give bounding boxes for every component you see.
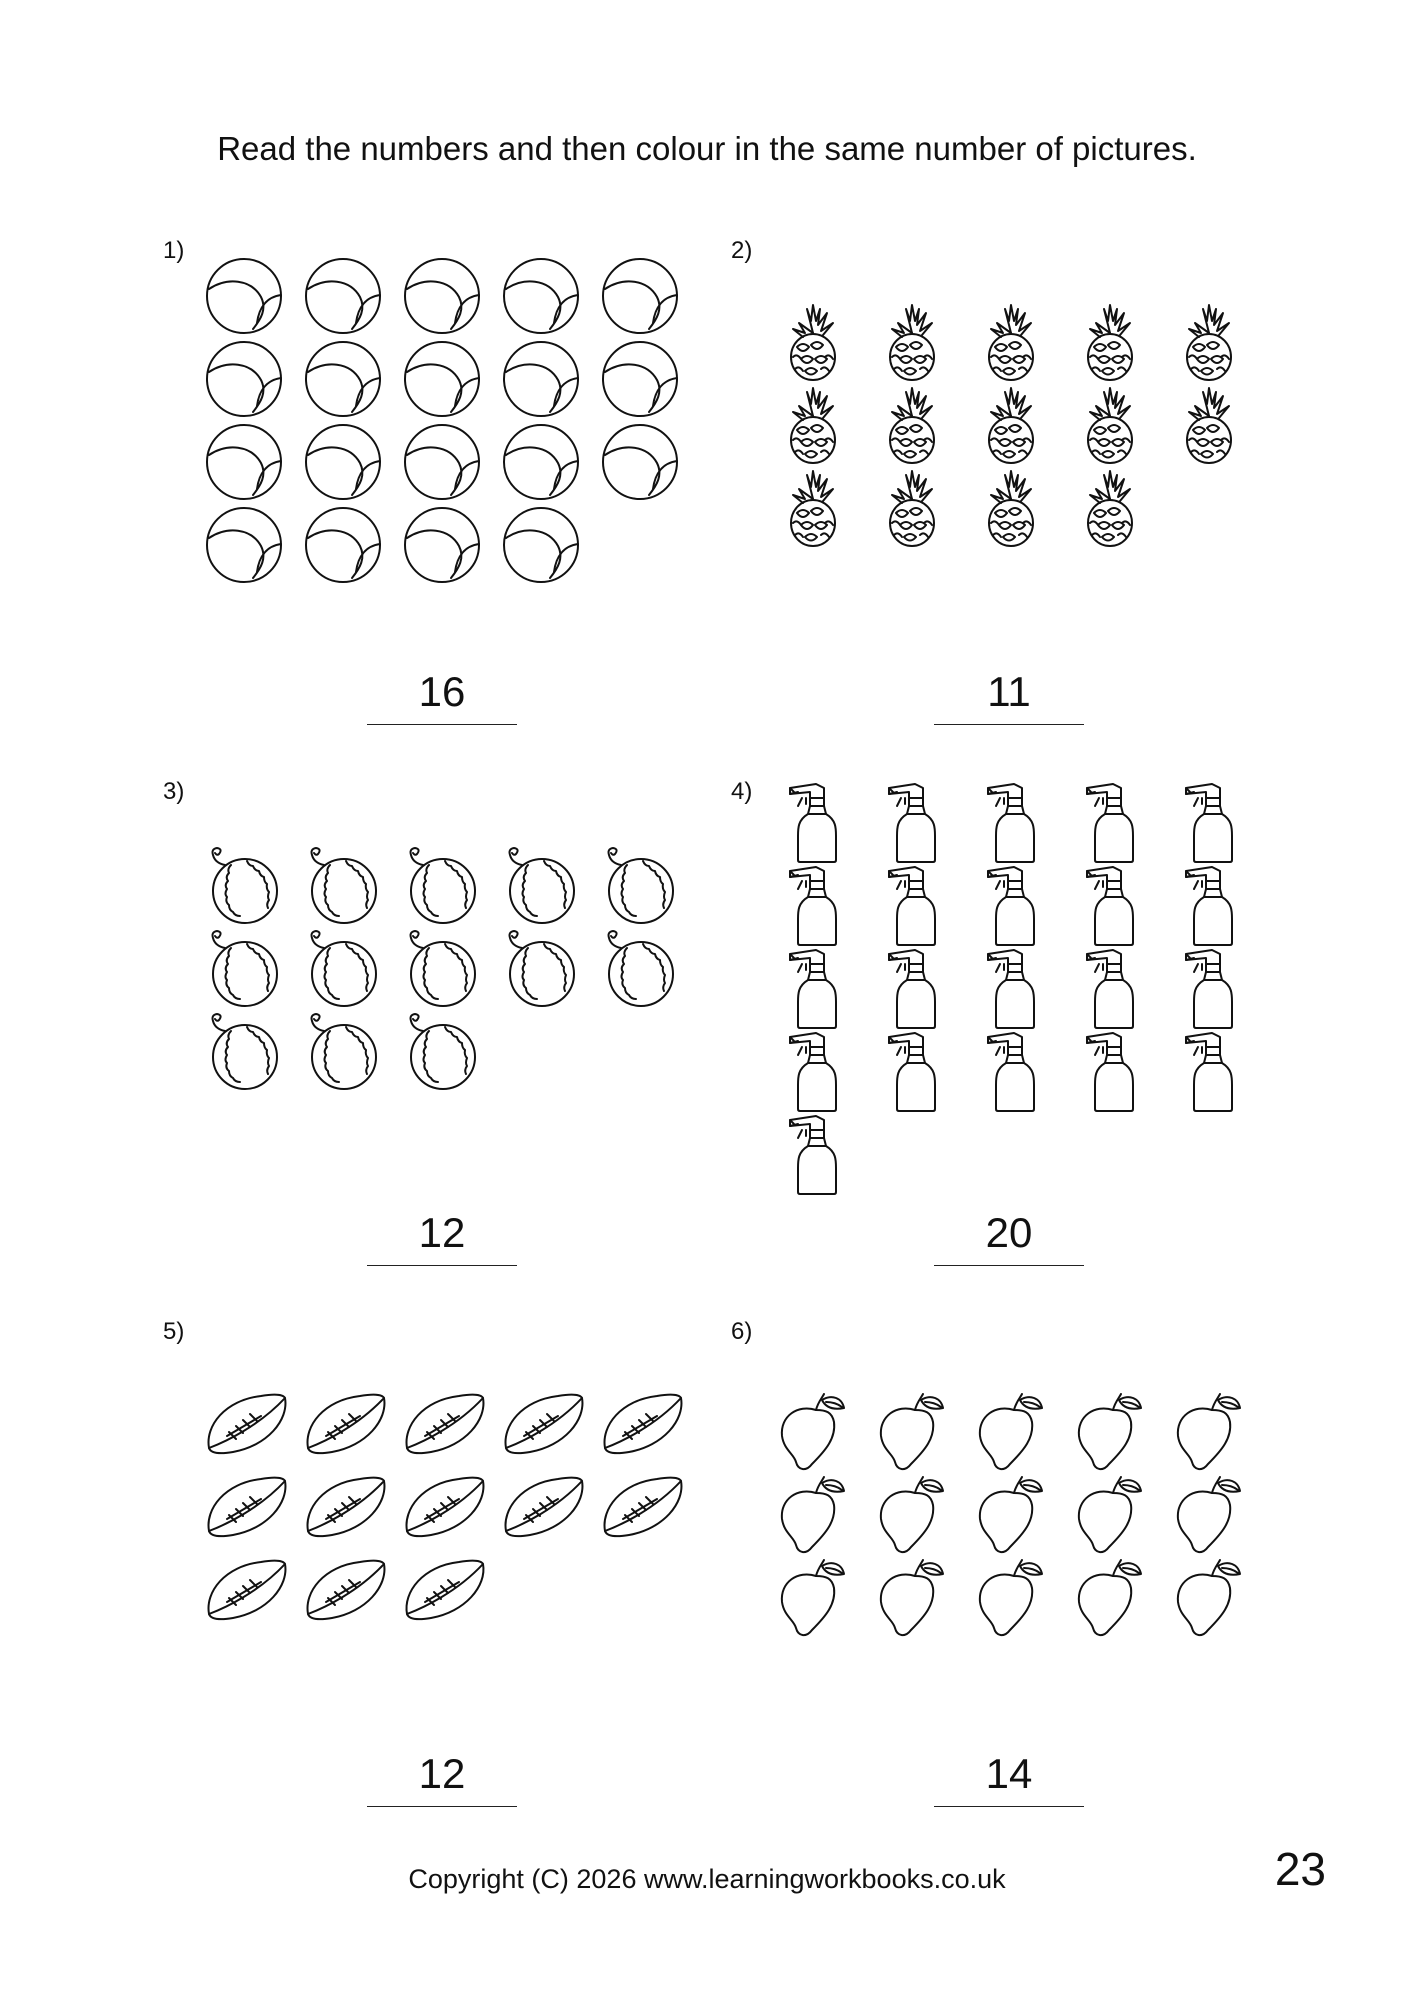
watermelon-icon[interactable] [399,1011,479,1091]
tennis-ball-icon[interactable] [601,340,679,418]
tennis-ball-icon[interactable] [502,423,580,501]
watermelon-icon[interactable] [399,928,479,1008]
problem-1-number: 16 [418,668,466,715]
problem-1-answer-line [367,724,517,725]
copyright-footer: Copyright (C) 2026 www.learningworkbooks.co.uk [408,1864,1006,1894]
spray-bottle-icon[interactable] [788,782,848,864]
watermelon-icon[interactable] [201,845,281,925]
rugby-ball-icon[interactable] [302,1558,388,1622]
spray-bottle-icon[interactable] [788,1031,848,1113]
tennis-ball-icon[interactable] [205,340,283,418]
tennis-ball-icon[interactable] [601,257,679,335]
page-number: 23 [1274,1843,1326,1895]
mango-icon[interactable] [776,1556,848,1638]
watermelon-icon[interactable] [597,845,677,925]
mango-icon[interactable] [974,1390,1046,1472]
watermelon-icon[interactable] [300,928,380,1008]
pineapple-icon[interactable] [1181,303,1237,381]
problem-5-label: 5) [163,1318,185,1345]
spray-bottle-icon[interactable] [788,865,848,947]
tennis-ball-icon[interactable] [502,257,580,335]
watermelon-icon[interactable] [201,1011,281,1091]
spray-bottle-icon[interactable] [1085,948,1145,1030]
tennis-ball-icon[interactable] [403,340,481,418]
mango-icon[interactable] [1073,1556,1145,1638]
problem-4-number: 20 [985,1209,1033,1256]
instructions: Read the numbers and then colour in the same number of pictures. [217,130,1197,167]
pineapple-icon[interactable] [884,469,940,547]
tennis-ball-icon[interactable] [205,257,283,335]
rugby-ball-icon[interactable] [500,1475,586,1539]
problem-3-answer-line [367,1265,517,1266]
mango-icon[interactable] [875,1390,947,1472]
watermelon-icon[interactable] [597,928,677,1008]
watermelon-icon[interactable] [300,1011,380,1091]
problem-2-label: 2) [731,237,753,264]
spray-bottle-icon[interactable] [788,948,848,1030]
problem-4-label: 4) [731,778,753,805]
pineapple-icon[interactable] [983,469,1039,547]
rugby-ball-icon[interactable] [203,1558,289,1622]
tennis-ball-icon[interactable] [403,257,481,335]
tennis-ball-icon[interactable] [403,423,481,501]
mango-icon[interactable] [776,1473,848,1555]
pineapple-icon[interactable] [1082,303,1138,381]
mango-icon[interactable] [1073,1390,1145,1472]
pineapple-icon[interactable] [983,303,1039,381]
pineapple-icon[interactable] [1181,386,1237,464]
spray-bottle-icon[interactable] [1085,782,1145,864]
spray-bottle-icon[interactable] [1184,782,1244,864]
watermelon-icon[interactable] [300,845,380,925]
problem-4-answer-line [934,1265,1084,1266]
tennis-ball-icon[interactable] [205,423,283,501]
rugby-ball-icon[interactable] [302,1392,388,1456]
rugby-ball-icon[interactable] [599,1475,685,1539]
tennis-ball-icon[interactable] [304,423,382,501]
rugby-ball-icon[interactable] [203,1392,289,1456]
rugby-ball-icon[interactable] [500,1392,586,1456]
rugby-ball-icon[interactable] [203,1475,289,1539]
problem-6-label: 6) [731,1318,753,1345]
tennis-ball-icon[interactable] [601,423,679,501]
problem-2-number: 11 [987,668,1031,715]
mango-icon[interactable] [974,1556,1046,1638]
rugby-ball-icon[interactable] [302,1475,388,1539]
spray-bottle-icon[interactable] [887,948,947,1030]
rugby-ball-icon[interactable] [401,1475,487,1539]
spray-bottle-icon[interactable] [887,865,947,947]
problem-1-label: 1) [163,237,185,264]
pineapple-icon[interactable] [884,303,940,381]
watermelon-icon[interactable] [498,928,578,1008]
spray-bottle-icon[interactable] [986,1031,1046,1113]
rugby-ball-icon[interactable] [599,1392,685,1456]
spray-bottle-icon[interactable] [1184,1031,1244,1113]
pineapple-icon[interactable] [983,386,1039,464]
spray-bottle-icon[interactable] [1184,865,1244,947]
tennis-ball-icon[interactable] [304,257,382,335]
mango-icon[interactable] [875,1556,947,1638]
rugby-ball-icon[interactable] [401,1392,487,1456]
problem-5-answer-line [367,1806,517,1807]
mango-icon[interactable] [974,1473,1046,1555]
pineapple-icon[interactable] [785,386,841,464]
pineapple-icon[interactable] [785,469,841,547]
spray-bottle-icon[interactable] [788,1114,848,1196]
tennis-ball-icon[interactable] [205,506,283,584]
spray-bottle-icon[interactable] [986,948,1046,1030]
spray-bottle-icon[interactable] [887,1031,947,1113]
problem-2-answer-line [934,724,1084,725]
spray-bottle-icon[interactable] [1085,865,1145,947]
problem-3-number: 12 [418,1209,466,1256]
problem-3-label: 3) [163,778,185,805]
mango-icon[interactable] [1172,1390,1244,1472]
pineapple-icon[interactable] [1082,386,1138,464]
tennis-ball-icon[interactable] [502,506,580,584]
spray-bottle-icon[interactable] [986,865,1046,947]
mango-icon[interactable] [1172,1473,1244,1555]
rugby-ball-icon[interactable] [401,1558,487,1622]
spray-bottle-icon[interactable] [986,782,1046,864]
pineapple-icon[interactable] [785,303,841,381]
watermelon-icon[interactable] [498,845,578,925]
mango-icon[interactable] [776,1390,848,1472]
mango-icon[interactable] [1073,1473,1145,1555]
watermelon-icon[interactable] [399,845,479,925]
problem-6-answer-line [934,1806,1084,1807]
pineapple-icon[interactable] [1082,469,1138,547]
tennis-ball-icon[interactable] [304,506,382,584]
mango-icon[interactable] [1172,1556,1244,1638]
spray-bottle-icon[interactable] [887,782,947,864]
problem-6-number: 14 [985,1750,1033,1797]
spray-bottle-icon[interactable] [1085,1031,1145,1113]
tennis-ball-icon[interactable] [403,506,481,584]
tennis-ball-icon[interactable] [304,340,382,418]
spray-bottle-icon[interactable] [1184,948,1244,1030]
watermelon-icon[interactable] [201,928,281,1008]
problem-5-number: 12 [418,1750,466,1797]
tennis-ball-icon[interactable] [502,340,580,418]
pineapple-icon[interactable] [884,386,940,464]
mango-icon[interactable] [875,1473,947,1555]
